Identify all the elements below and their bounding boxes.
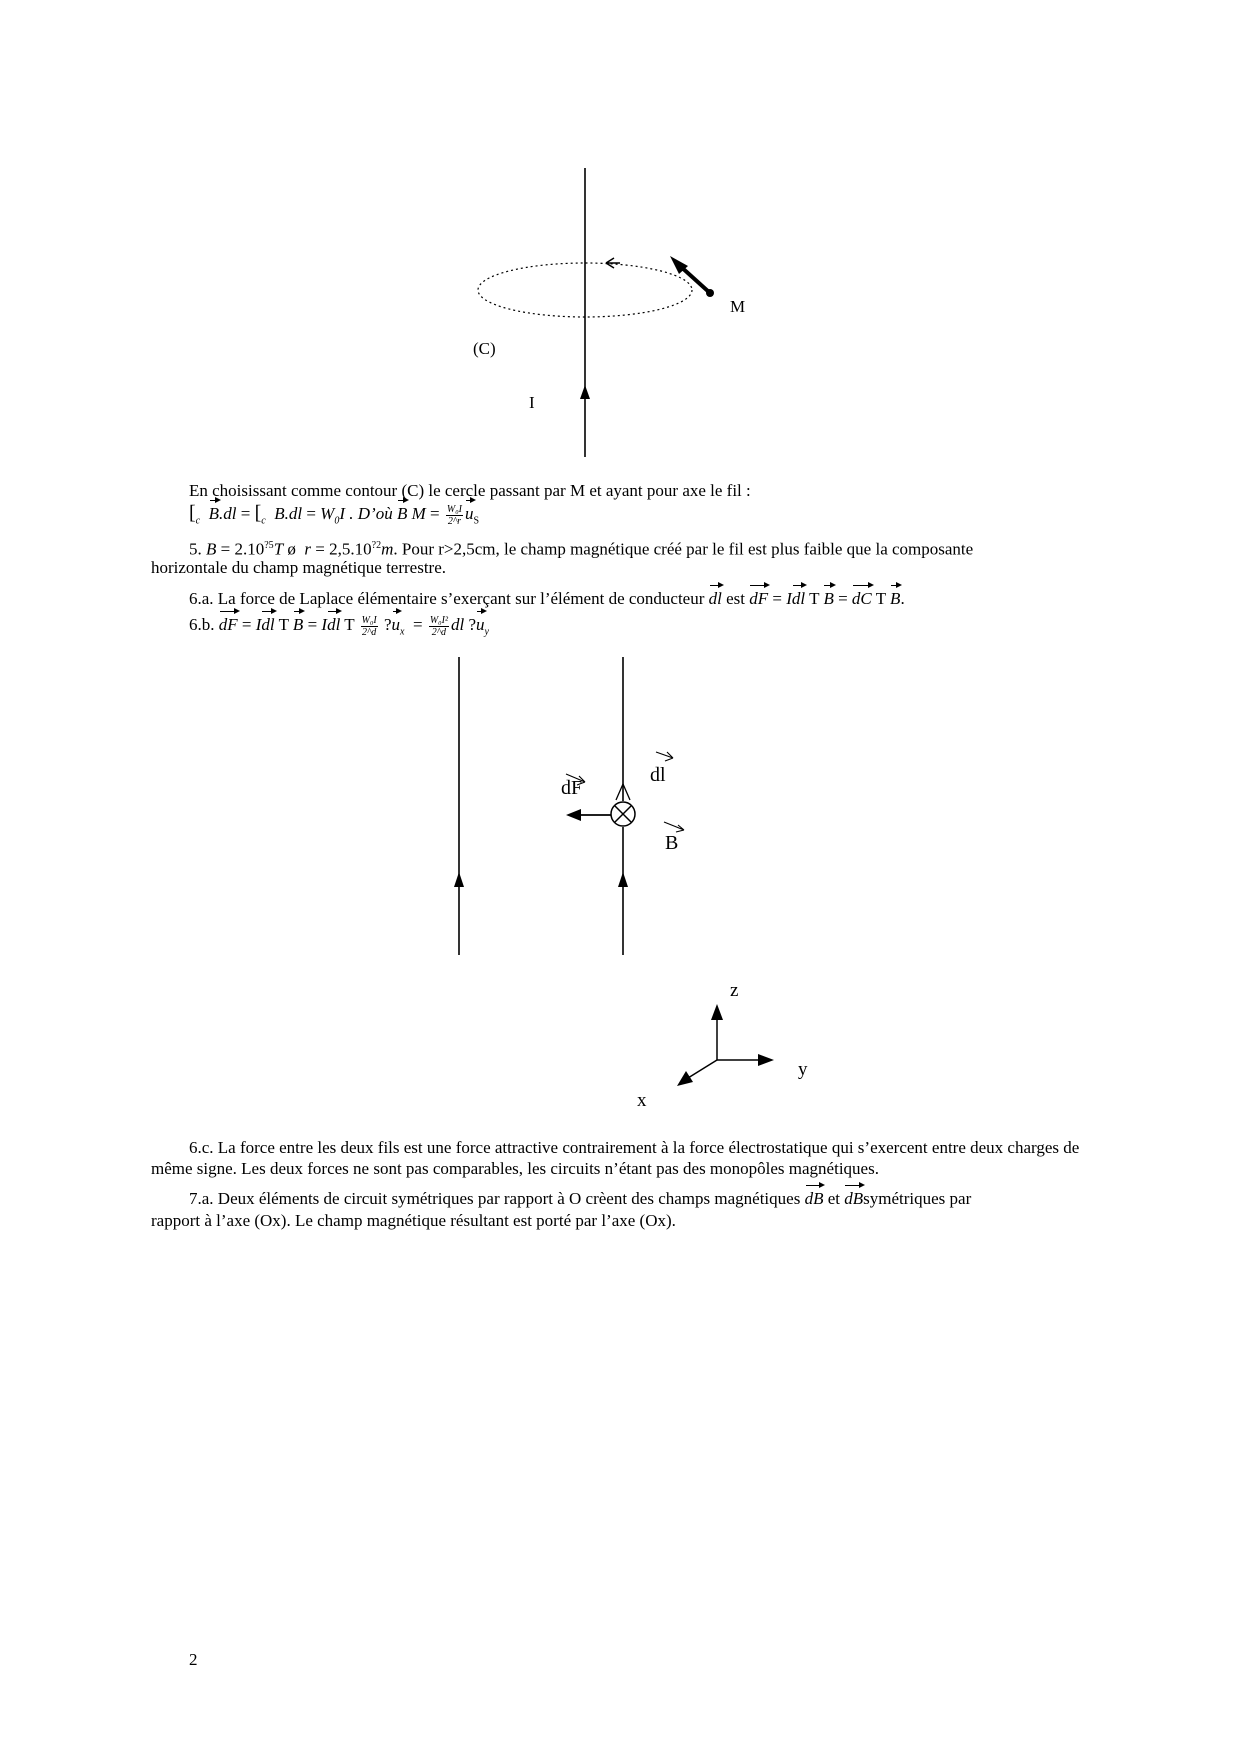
page-number-text: 2 — [189, 1650, 198, 1669]
equals-1: = — [241, 615, 252, 634]
argument-M: M — [411, 504, 426, 523]
vector-B-term: B — [208, 504, 220, 523]
vector-dl-2: dl — [327, 615, 341, 634]
vector-dl: dl — [708, 589, 722, 608]
ampere-equation — [189, 503, 479, 531]
frac1-num: W₀I — [361, 614, 377, 626]
vector-dC: dC — [851, 589, 872, 608]
equals: = — [220, 539, 231, 559]
x-axis — [688, 1060, 717, 1078]
cross-product-1: T — [278, 615, 289, 634]
vector-B: B — [292, 615, 304, 634]
label-I: I — [529, 393, 535, 412]
vector-dB-2: dB — [844, 1189, 864, 1208]
label-M: M — [730, 297, 746, 316]
current-arrow-up-icon — [580, 385, 590, 399]
value-r: 2,5.10 — [329, 539, 372, 559]
vector-dB-1: dB — [804, 1189, 824, 1208]
item-7a-line1 — [189, 1188, 971, 1209]
dl-term: .dl — [219, 504, 237, 523]
right-wire-arrow-icon — [618, 872, 628, 887]
item-5-continuation: horizontale du champ magnétique terrestre. — [151, 558, 447, 577]
I-dou-text: I . D’où — [339, 504, 393, 523]
item-7a-line2 — [151, 1210, 676, 1231]
integral-sign-1: [ — [189, 502, 196, 524]
period: . — [900, 589, 905, 608]
equals-2: = — [307, 615, 318, 634]
vector-B: B — [823, 589, 834, 608]
vector-dl-2: dl — [791, 589, 806, 608]
frac-num: W₀I — [446, 503, 462, 515]
scalar-Bdl: B.dl — [274, 504, 303, 523]
item-7a-text: 7.a. Deux éléments de circuit symétriques par rapport à O crèent des champs magnétiques — [189, 1189, 801, 1208]
y-axis-arrow-icon — [758, 1054, 774, 1066]
item-6b — [189, 614, 489, 642]
label-dl: dl — [650, 764, 666, 786]
equals-1: = — [240, 504, 251, 523]
r-symbol: r — [304, 539, 312, 559]
equals-r: = — [315, 539, 325, 559]
et-word: et — [827, 1189, 840, 1208]
vector-ux: u — [391, 615, 401, 634]
contour-direction-arrow-icon — [606, 258, 620, 268]
figure-wire-contour — [473, 168, 745, 457]
fraction-1 — [361, 615, 378, 638]
item-5-line2 — [151, 557, 446, 578]
vector-dF: dF — [749, 589, 769, 608]
x-axis-arrow-icon — [677, 1071, 693, 1086]
B-symbol: B — [206, 539, 217, 559]
integral-sub-1: c — [195, 515, 201, 527]
I-symbol-2: I — [321, 615, 328, 634]
frac2-den: 2^d — [431, 626, 446, 638]
left-wire-arrow-icon — [454, 872, 464, 887]
item-5-line1 — [189, 535, 973, 560]
frac-den: 2^r — [447, 515, 461, 527]
integral-sign-2: [ — [254, 502, 262, 524]
equals-1: = — [772, 589, 782, 608]
vector-dF: dF — [218, 615, 238, 634]
vector-B-2: B — [890, 589, 901, 608]
I-symbol-1: I — [255, 615, 262, 634]
item-6a-text: 6.a. La force de Laplace élémentaire s’exerçant sur l’élément de conducteur — [189, 589, 705, 608]
item-7a-continuation: rapport à l’axe (Ox). Le champ magnétique résultant est porté par l’axe (Ox). — [151, 1211, 676, 1230]
figure-two-wires — [454, 657, 684, 955]
z-axis-arrow-icon — [711, 1004, 723, 1020]
contour-text: En choisissant comme contour (C) le cercle passant par M et ayant pour axe le fil : — [189, 481, 751, 500]
est-word: est — [726, 589, 746, 608]
item-5-rest: . Pour r>2,5cm, le champ magnétique créé par le fil est plus faible que la composante — [393, 539, 974, 559]
u-sub: S — [473, 515, 480, 527]
axes-diagram — [637, 980, 808, 1111]
y-sub: y — [484, 626, 489, 638]
label-dF: dF — [561, 777, 583, 799]
item-6c — [151, 1137, 1091, 1179]
label-C: (C) — [473, 339, 496, 358]
dl-label-arrow-icon — [656, 752, 673, 761]
label-B: B — [665, 832, 679, 854]
item-5-number: 5. — [189, 539, 202, 559]
equals-2: = — [306, 504, 316, 523]
item-6a — [189, 588, 905, 609]
fraction-2 — [429, 615, 449, 638]
vector-dl-1: dl — [261, 615, 275, 634]
unit-tesla: T — [273, 539, 284, 559]
vector-u: u — [465, 504, 474, 523]
label-y: y — [798, 1059, 808, 1080]
equals-3: = — [430, 504, 440, 523]
item-7a-rest: symétriques par — [863, 1189, 972, 1208]
dl-scalar: dl — [450, 615, 465, 634]
equals-3: = — [412, 615, 423, 634]
item-6b-label: 6.b. — [189, 615, 215, 634]
label-z: z — [730, 980, 739, 1001]
fraction-mu0I-2pir — [446, 504, 463, 527]
unknown-symbol-2: ? — [468, 615, 476, 634]
item-6c-text: 6.c. La force entre les deux fils est une force attractive contrairement à la force électrostatique qui s’exercent entre deux charges de même signe. Les deux forces ne sont pas comparables, les circuits n’étant pas des monopôles magnétiques. — [151, 1138, 1080, 1178]
mu-symbol: W — [320, 504, 335, 523]
cross-product-2: T — [875, 589, 886, 608]
exponent-r: ?2 — [371, 540, 382, 551]
implies-symbol: ø — [287, 539, 296, 559]
equals-2: = — [838, 589, 848, 608]
x-sub: x — [400, 626, 405, 638]
frac2-num: W₀I² — [429, 614, 448, 626]
unknown-symbol-1: ? — [383, 615, 392, 634]
integral-sub-2: c — [261, 515, 266, 527]
cross-product-2: T — [344, 615, 355, 634]
label-x: x — [637, 1090, 647, 1111]
unit-meter: m — [381, 539, 394, 559]
vector-B: B — [396, 504, 408, 523]
frac1-den: 2^d — [362, 626, 377, 638]
exponent-B: ?5 — [264, 540, 274, 551]
point-M-dot — [706, 289, 714, 297]
page-number — [189, 1649, 198, 1670]
B-label-arrow-icon — [664, 822, 684, 832]
force-dF-arrowhead-icon — [566, 809, 581, 821]
mu-sub: 0 — [334, 515, 340, 527]
cross-product-1: T — [809, 589, 820, 608]
I-symbol: I — [786, 589, 792, 608]
value-B: 2.10 — [234, 539, 265, 559]
vector-uy: u — [476, 615, 485, 634]
